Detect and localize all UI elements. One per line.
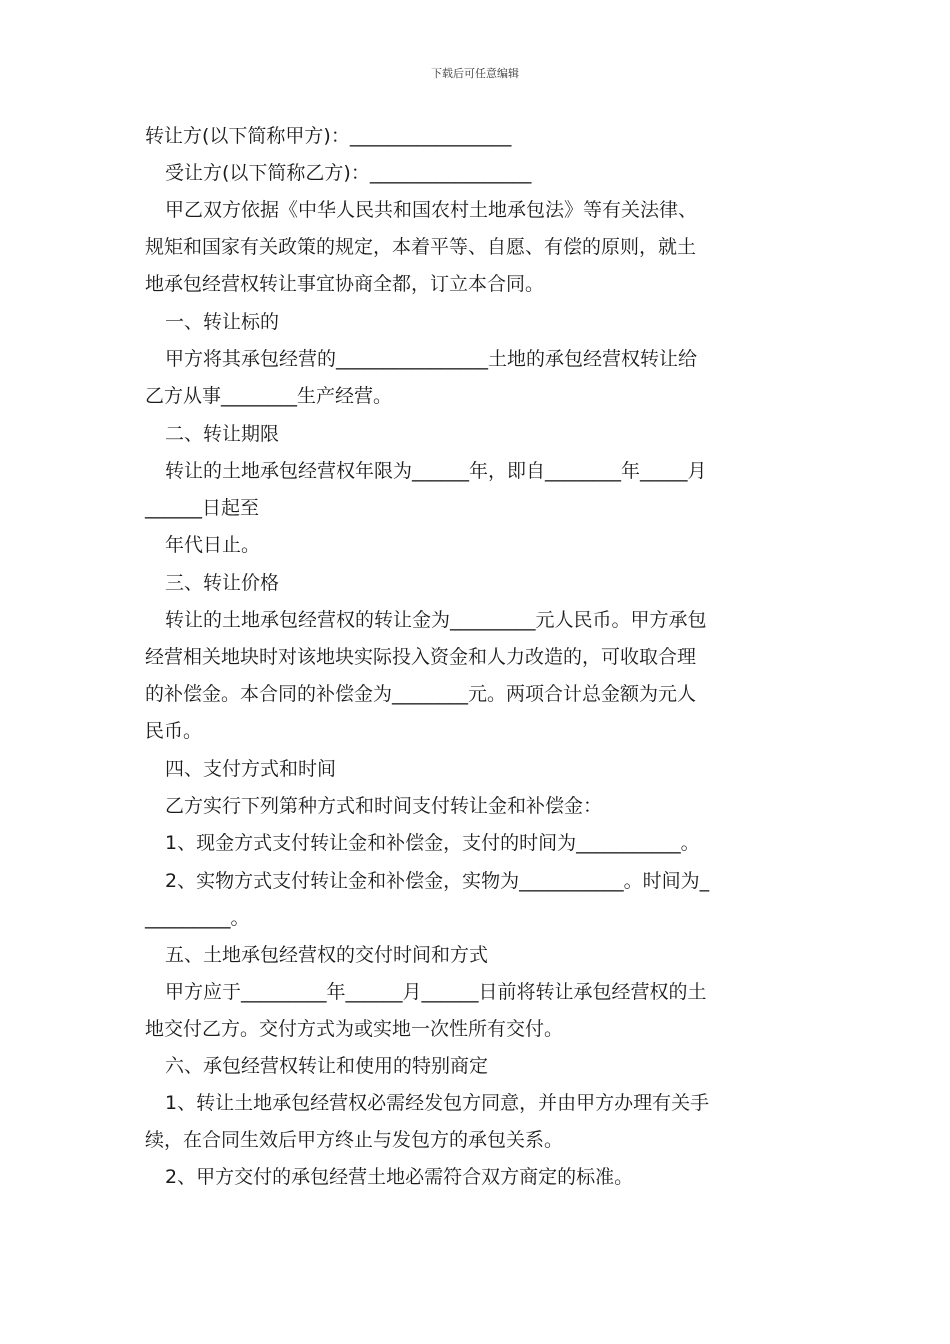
preamble-line-3: 地承包经营权转让事宜协商全都，订立本合同。: [145, 273, 545, 295]
transferee-line: 受让方(以下简称乙方)：_________________: [165, 162, 532, 184]
section-heading-4: 四、支付方式和时间: [165, 758, 337, 780]
section-4-line-3: 2、实物方式支付转让金和补偿金，实物为___________。时间为_: [165, 870, 710, 892]
section-3-line-3: 的补偿金。本合同的补偿金为________元。两项合计总金额为元人: [145, 683, 697, 705]
section-1-line-2: 乙方从事________生产经营。: [145, 385, 393, 407]
section-heading-5: 五、土地承包经营权的交付时间和方式: [165, 944, 489, 966]
section-4-line-4: _________。: [145, 907, 250, 929]
transferor-line: 转让方(以下简称甲方)：_________________: [145, 125, 512, 147]
section-6-line-2: 续，在合同生效后甲方终止与发包方的承包关系。: [145, 1129, 564, 1151]
preamble-line-1: 甲乙双方依据《中华人民共和国农村土地承包法》等有关法律、: [165, 199, 698, 221]
section-3-line-2: 经营相关地块时对该地块实际投入资金和人力改造的，可收取合理: [145, 646, 697, 668]
section-6-line-3: 2、甲方交付的承包经营土地必需符合双方商定的标准。: [165, 1166, 634, 1188]
section-heading-2: 二、转让期限: [165, 423, 280, 445]
section-6-line-1: 1、转让土地承包经营权必需经发包方同意，并由甲方办理有关手: [165, 1092, 710, 1114]
section-heading-1: 一、转让标的: [165, 311, 280, 333]
section-2-line-3: 年代日止。: [165, 534, 261, 556]
section-1-line-1: 甲方将其承包经营的________________土地的承包经营权转让给: [165, 348, 698, 370]
section-5-line-2: 地交付乙方。交付方式为或实地一次性所有交付。: [145, 1018, 564, 1040]
section-3-line-1: 转让的土地承包经营权的转让金为_________元人民币。甲方承包: [165, 609, 707, 631]
section-heading-6: 六、承包经营权转让和使用的特别商定: [165, 1055, 489, 1077]
page-header: 下载后可任意编辑: [431, 67, 519, 80]
section-3-line-4: 民币。: [145, 720, 203, 742]
section-2-line-2: ______日起至: [145, 497, 260, 519]
preamble-line-2: 规矩和国家有关政策的规定，本着平等、自愿、有偿的原则，就土: [145, 236, 697, 258]
section-2-line-1: 转让的土地承包经营权年限为______年，即自________年_____月: [165, 460, 707, 482]
section-heading-3: 三、转让价格: [165, 572, 280, 594]
section-4-line-1: 乙方实行下列第种方式和时间支付转让金和补偿金：: [165, 795, 603, 817]
section-4-line-2: 1、现金方式支付转让金和补偿金，支付的时间为___________。: [165, 832, 700, 854]
section-5-line-1: 甲方应于_________年______月______日前将转让承包经营权的土: [165, 981, 707, 1003]
